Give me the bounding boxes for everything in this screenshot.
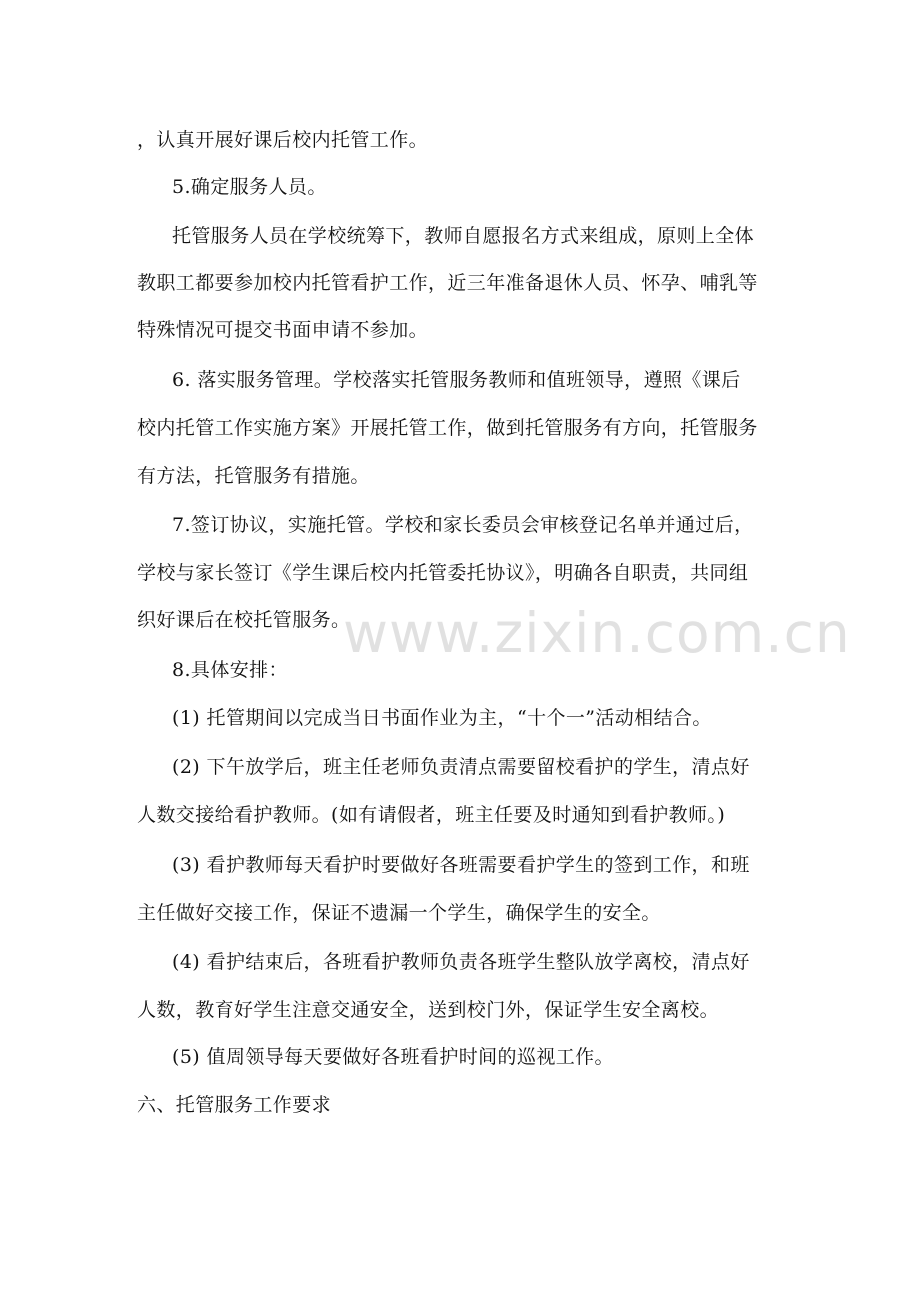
paragraph-line: 托管服务人员在学校统筹下，教师自愿报名方式来组成，原则上全体 — [172, 225, 755, 247]
section-title-6: 六、托管服务工作要求 — [137, 1094, 332, 1116]
paragraph-line: 特殊情况可提交书面申请不参加。 — [137, 319, 429, 341]
list-item-1: (1) 托管期间以完成当日书面作业为主，“十个一”活动相结合。 — [172, 707, 712, 729]
list-item-4: (4) 看护结束后，各班看护教师负责各班学生整队放学离校，清点好 — [172, 951, 750, 973]
section-heading-7: 7.签订协议，实施托管。学校和家长委员会审核登记名单并通过后， — [172, 514, 754, 536]
paragraph-line: 校内托管工作实施方案》开展托管工作，做到托管服务有方向，托管服务 — [137, 417, 758, 439]
section-heading-5: 5.确定服务人员。 — [172, 176, 327, 198]
paragraph-line: 织好课后在校托管服务。 — [137, 609, 351, 631]
paragraph-line: 人数，教育好学生注意交通安全，送到校门外，保证学生安全离校。 — [137, 999, 720, 1021]
paragraph-line: 学校与家长签订《学生课后校内托管委托协议》，明确各自职责，共同组 — [137, 562, 749, 584]
paragraph-line: 主任做好交接工作，保证不遗漏一个学生，确保学生的安全。 — [137, 902, 661, 924]
paragraph-line: 有方法，托管服务有措施。 — [137, 465, 370, 487]
paragraph-line: ，认真开展好课后校内托管工作。 — [137, 129, 429, 151]
list-item-2: (2) 下午放学后，班主任老师负责清点需要留校看护的学生，清点好 — [172, 756, 750, 778]
section-heading-6: 6. 落实服务管理。学校落实托管服务教师和值班领导，遵照《课后 — [172, 369, 741, 391]
section-heading-8: 8.具体安排： — [172, 659, 288, 681]
paragraph-line: 教职工都要参加校内托管看护工作，近三年准备退休人员、怀孕、哺乳等 — [137, 272, 758, 294]
paragraph-line: 人数交接给看护教师。(如有请假者，班主任要及时通知到看护教师。) — [137, 804, 726, 826]
list-item-3: (3) 看护教师每天看护时要做好各班需要看护学生的签到工作，和班 — [172, 854, 750, 876]
watermark: www.zixin.com.cn — [343, 601, 851, 665]
list-item-5: (5) 值周领导每天要做好各班看护时间的巡视工作。 — [172, 1046, 614, 1068]
